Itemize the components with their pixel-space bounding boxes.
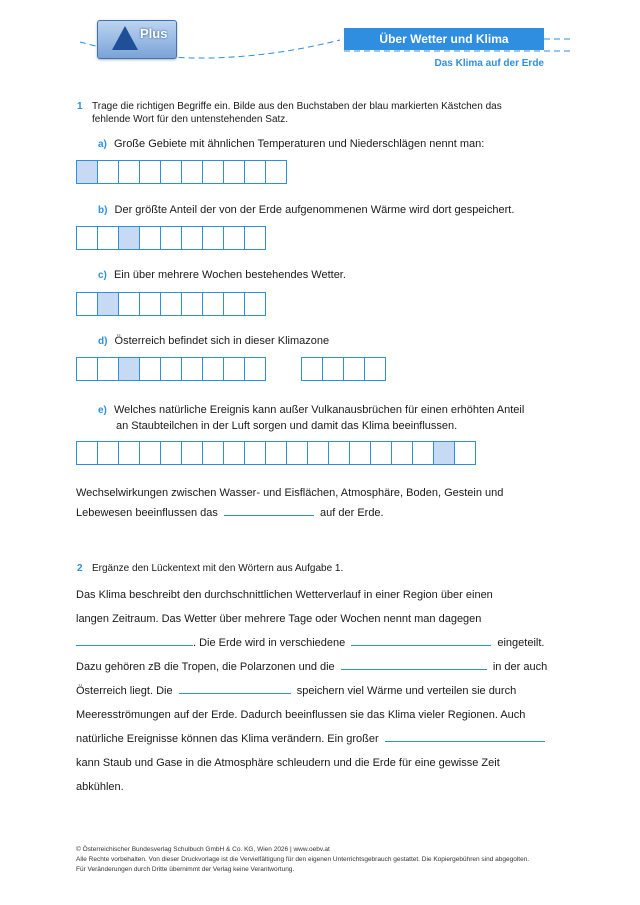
cloze-line3-b: eingeteilt. <box>497 637 545 649</box>
letter-box[interactable] <box>160 441 182 465</box>
task1-instruction <box>92 100 502 126</box>
cloze-line7 <box>76 727 576 751</box>
question-a <box>98 136 484 153</box>
letter-box[interactable] <box>139 226 161 250</box>
cloze-line4-b: in der auch <box>492 661 548 673</box>
question-c-text: Ein über mehrere Wochen bestehendes Wetter. <box>113 269 346 281</box>
task1-instruction-line2: fehlende Wort für den untenstehenden Satz. <box>92 114 289 125</box>
answer-boxes-d-word2[interactable] <box>301 357 386 381</box>
letter-box[interactable] <box>139 441 161 465</box>
letter-box[interactable] <box>181 226 203 250</box>
answer-boxes-d-word1[interactable] <box>76 357 266 381</box>
letter-box[interactable] <box>223 292 245 316</box>
question-c <box>98 267 346 284</box>
letter-box[interactable] <box>76 292 98 316</box>
letter-box[interactable] <box>364 357 386 381</box>
letter-box[interactable] <box>223 160 245 184</box>
letter-box[interactable] <box>328 441 350 465</box>
letter-box[interactable] <box>223 441 245 465</box>
footer <box>76 845 529 875</box>
task2-instruction: Ergänze den Lückentext mit den Wörtern aus Aufgabe 1. <box>92 563 344 574</box>
task1-conclusion <box>76 483 503 523</box>
letter-box[interactable] <box>343 357 365 381</box>
letter-box[interactable] <box>223 357 245 381</box>
cloze-line3-a: . Die Erde wird in verschiedene <box>193 637 346 649</box>
letter-box[interactable] <box>244 441 266 465</box>
blank-ozeane[interactable] <box>179 682 291 694</box>
cloze-line5-b: speichern viel Wärme und verteilen sie durch <box>296 685 517 697</box>
question-b <box>98 202 514 219</box>
letter-box[interactable] <box>244 292 266 316</box>
letter-box-highlighted[interactable] <box>118 226 140 250</box>
letter-box[interactable] <box>412 441 434 465</box>
letter-box[interactable] <box>181 441 203 465</box>
letter-box[interactable] <box>244 160 266 184</box>
letter-box[interactable] <box>160 226 182 250</box>
question-e-text-line1: Welches natürliche Ereignis kann außer Vulkanausbrüchen für einen erhöhten Anteil <box>113 404 525 416</box>
letter-box[interactable] <box>160 160 182 184</box>
task2-number: 2 <box>77 563 83 574</box>
task1-instruction-line1: Trage die richtigen Begriffe ein. Bilde aus den Buchstaben der blau markierten Kästchen das <box>92 101 502 112</box>
letter-box[interactable] <box>202 292 224 316</box>
letter-box[interactable] <box>301 357 323 381</box>
letter-box[interactable] <box>454 441 476 465</box>
triangle-icon <box>112 26 138 50</box>
question-e <box>98 402 524 419</box>
letter-box-highlighted[interactable] <box>118 357 140 381</box>
blank-klimazonen[interactable] <box>351 634 491 646</box>
letter-box[interactable] <box>370 441 392 465</box>
question-e-letter: e) <box>98 405 107 416</box>
letter-box[interactable] <box>202 160 224 184</box>
letter-box[interactable] <box>391 441 413 465</box>
letter-box[interactable] <box>307 441 329 465</box>
question-b-text: Der größte Anteil der von der Erde aufgenommenen Wärme wird dort gespeichert. <box>114 204 515 216</box>
conclusion-line1: Wechselwirkungen zwischen Wasser- und Eisflächen, Atmosphäre, Boden, Gestein und <box>76 487 504 499</box>
letter-box[interactable] <box>181 160 203 184</box>
letter-box[interactable] <box>97 160 119 184</box>
question-e-text-line2: an Staubteilchen in der Luft sorgen und damit das Klima beeinflussen. <box>116 420 458 432</box>
letter-box-highlighted[interactable] <box>76 160 98 184</box>
page-subtitle: Das Klima auf der Erde <box>434 58 544 69</box>
letter-box[interactable] <box>97 357 119 381</box>
conclusion-line2 <box>76 503 503 523</box>
letter-box[interactable] <box>349 441 371 465</box>
letter-box[interactable] <box>181 292 203 316</box>
letter-box[interactable] <box>322 357 344 381</box>
letter-box[interactable] <box>160 357 182 381</box>
cloze-line6: Meeresströmungen auf der Erde. Dadurch beeinflussen sie das Klima vieler Regionen. Auch <box>76 709 526 721</box>
plus-logo <box>97 20 177 59</box>
cloze-text <box>76 583 576 799</box>
letter-box[interactable] <box>97 226 119 250</box>
header-decoration <box>0 0 640 70</box>
question-d-text: Österreich befindet sich in dieser Klimazone <box>114 335 330 347</box>
blank-gemaessigte-zone[interactable] <box>341 658 487 670</box>
letter-box[interactable] <box>118 292 140 316</box>
letter-box-highlighted[interactable] <box>97 292 119 316</box>
question-b-letter: b) <box>98 205 108 216</box>
cloze-line2: langen Zeitraum. Das Wetter über mehrere Tage oder Wochen nennt man dagegen <box>76 613 482 625</box>
question-a-letter: a) <box>98 139 107 150</box>
letter-box[interactable] <box>286 441 308 465</box>
footer-line2: Alle Rechte vorbehalten. Von dieser Druckvorlage ist die Vervielfältigung für den eigenen Unterrichtsgebrauch gestattet. Die Kopiergebühren sind abgegolten. <box>76 856 530 863</box>
letter-box[interactable] <box>244 226 266 250</box>
question-c-letter: c) <box>98 270 107 281</box>
cloze-line5 <box>76 679 576 703</box>
question-d-letter: d) <box>98 336 108 347</box>
letter-box[interactable] <box>76 226 98 250</box>
conclusion-before: Lebewesen beeinflussen das <box>76 507 218 519</box>
logo-text: Plus <box>140 26 168 41</box>
letter-box-highlighted[interactable] <box>433 441 455 465</box>
letter-box[interactable] <box>265 441 287 465</box>
letter-box[interactable] <box>202 226 224 250</box>
conclusion-after: auf der Erde. <box>320 507 384 519</box>
letter-box[interactable] <box>76 357 98 381</box>
page-title: Über Wetter und Klima <box>344 28 544 50</box>
cloze-line4-a: Dazu gehören zB die Tropen, die Polarzonen und die <box>76 661 335 673</box>
letter-box[interactable] <box>202 441 224 465</box>
letter-box[interactable] <box>118 160 140 184</box>
letter-box[interactable] <box>223 226 245 250</box>
letter-box[interactable] <box>265 160 287 184</box>
task1-number: 1 <box>77 101 83 112</box>
letter-box[interactable] <box>139 160 161 184</box>
blank-wetter[interactable] <box>76 634 193 646</box>
cloze-line9: abkühlen. <box>76 781 124 793</box>
footer-line1: © Österreichischer Bundesverlag Schulbuch GmbH & Co. KG, Wien 2026 | www.oebv.at <box>76 846 330 853</box>
footer-line3: Für Veränderungen durch Dritte übernimmt der Verlag keine Verantwortung. <box>76 866 295 873</box>
cloze-line4 <box>76 655 576 679</box>
letter-box[interactable] <box>139 357 161 381</box>
answer-boxes-c[interactable] <box>76 292 266 316</box>
cloze-line8: kann Staub und Gase in die Atmosphäre schleudern und die Erde für eine gewisse Zeit <box>76 757 500 769</box>
letter-box[interactable] <box>181 357 203 381</box>
letter-box[interactable] <box>76 441 98 465</box>
answer-boxes-b[interactable] <box>76 226 266 250</box>
letter-box[interactable] <box>139 292 161 316</box>
letter-box[interactable] <box>118 441 140 465</box>
cloze-line5-a: Österreich liegt. Die <box>76 685 173 697</box>
cloze-line7-a: natürliche Ereignisse können das Klima verändern. Ein großer <box>76 733 379 745</box>
cloze-line3 <box>76 631 576 655</box>
question-d <box>98 333 329 350</box>
question-a-text: Große Gebiete mit ähnlichen Temperaturen und Niederschlägen nennt man: <box>113 138 485 150</box>
conclusion-blank[interactable] <box>224 504 314 516</box>
cloze-line1: Das Klima beschreibt den durchschnittlichen Wetterverlauf in einer Region über einen <box>76 589 493 601</box>
letter-box[interactable] <box>160 292 182 316</box>
letter-box[interactable] <box>202 357 224 381</box>
answer-boxes-a[interactable] <box>76 160 287 184</box>
letter-box[interactable] <box>244 357 266 381</box>
letter-box[interactable] <box>97 441 119 465</box>
blank-ereignis[interactable] <box>385 730 545 742</box>
answer-boxes-e[interactable] <box>76 441 476 465</box>
